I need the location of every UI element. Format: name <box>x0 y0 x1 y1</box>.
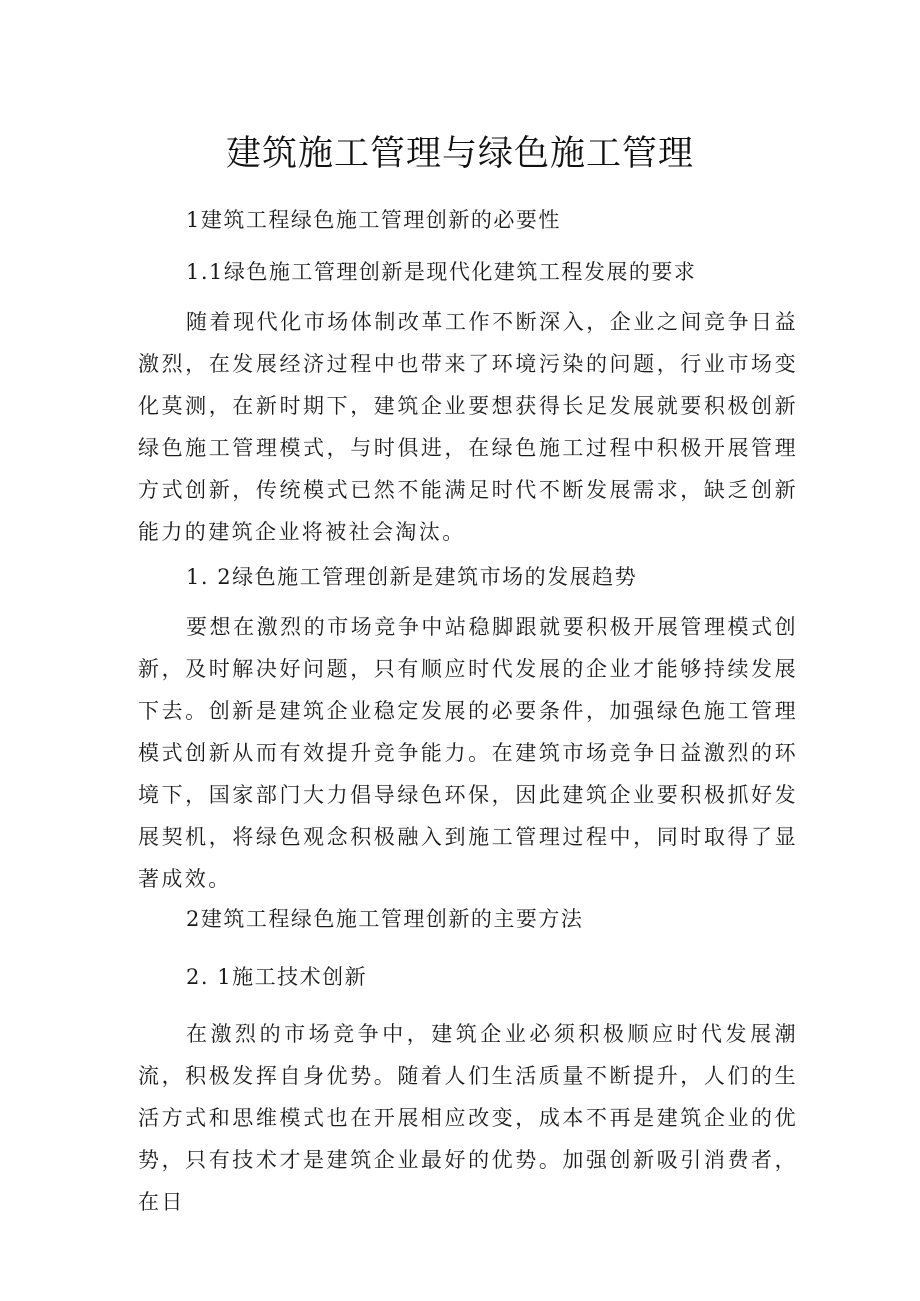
paragraph-1-1: 随着现代化市场体制改革工作不断深入，企业之间竞争日益激烈，在发展经济过程中也带来了环境污染的问题，行业市场变化莫测，在新时期下，建筑企业要想获得长足发展就要积极创新绿色施工管理模式，与时俱进，在绿色施工过程中积极开展管理方式创新，传统模式已然不能满足时代不断发展需求，缺乏创新能力的建筑企业将被社会淘汰。 <box>138 310 798 544</box>
section-heading-1-1: 1.1绿色施工管理创新是现代化建筑工程发展的要求 <box>186 260 697 284</box>
section-heading-1-2: 1. 2绿色施工管理创新是建筑市场的发展趋势 <box>186 565 638 589</box>
paragraph-1-2: 要想在激烈的市场竞争中站稳脚跟就要积极开展管理模式创新，及时解决好问题，只有顺应时代发展的企业才能够持续发展下去。创新是建筑企业稳定发展的必要条件，加强绿色施工管理模式创新从而有效提升竞争能力。在建筑市场竞争日益激烈的环境下，国家部门大力倡导绿色环保，因此建筑企业要积极抓好发展契机，将绿色观念积极融入到施工管理过程中，同时取得了显著成效。 <box>138 615 798 891</box>
section-heading-2-1: 2. 1施工技术创新 <box>186 965 368 989</box>
section-heading-1: 1建筑工程绿色施工管理创新的必要性 <box>186 208 561 232</box>
paragraph-2-1: 在激烈的市场竞争中，建筑企业必须积极顺应时代发展潮流，积极发挥自身优势。随着人们生活质量不断提升，人们的生活方式和思维模式也在开展相应改变，成本不再是建筑企业的优势，只有技术才是建筑企业最好的优势。加强创新吸引消费者，在日 <box>138 1022 798 1214</box>
section-heading-2: 2建筑工程绿色施工管理创新的主要方法 <box>186 907 584 931</box>
page-title: 建筑施工管理与绿色施工管理 <box>225 134 694 174</box>
